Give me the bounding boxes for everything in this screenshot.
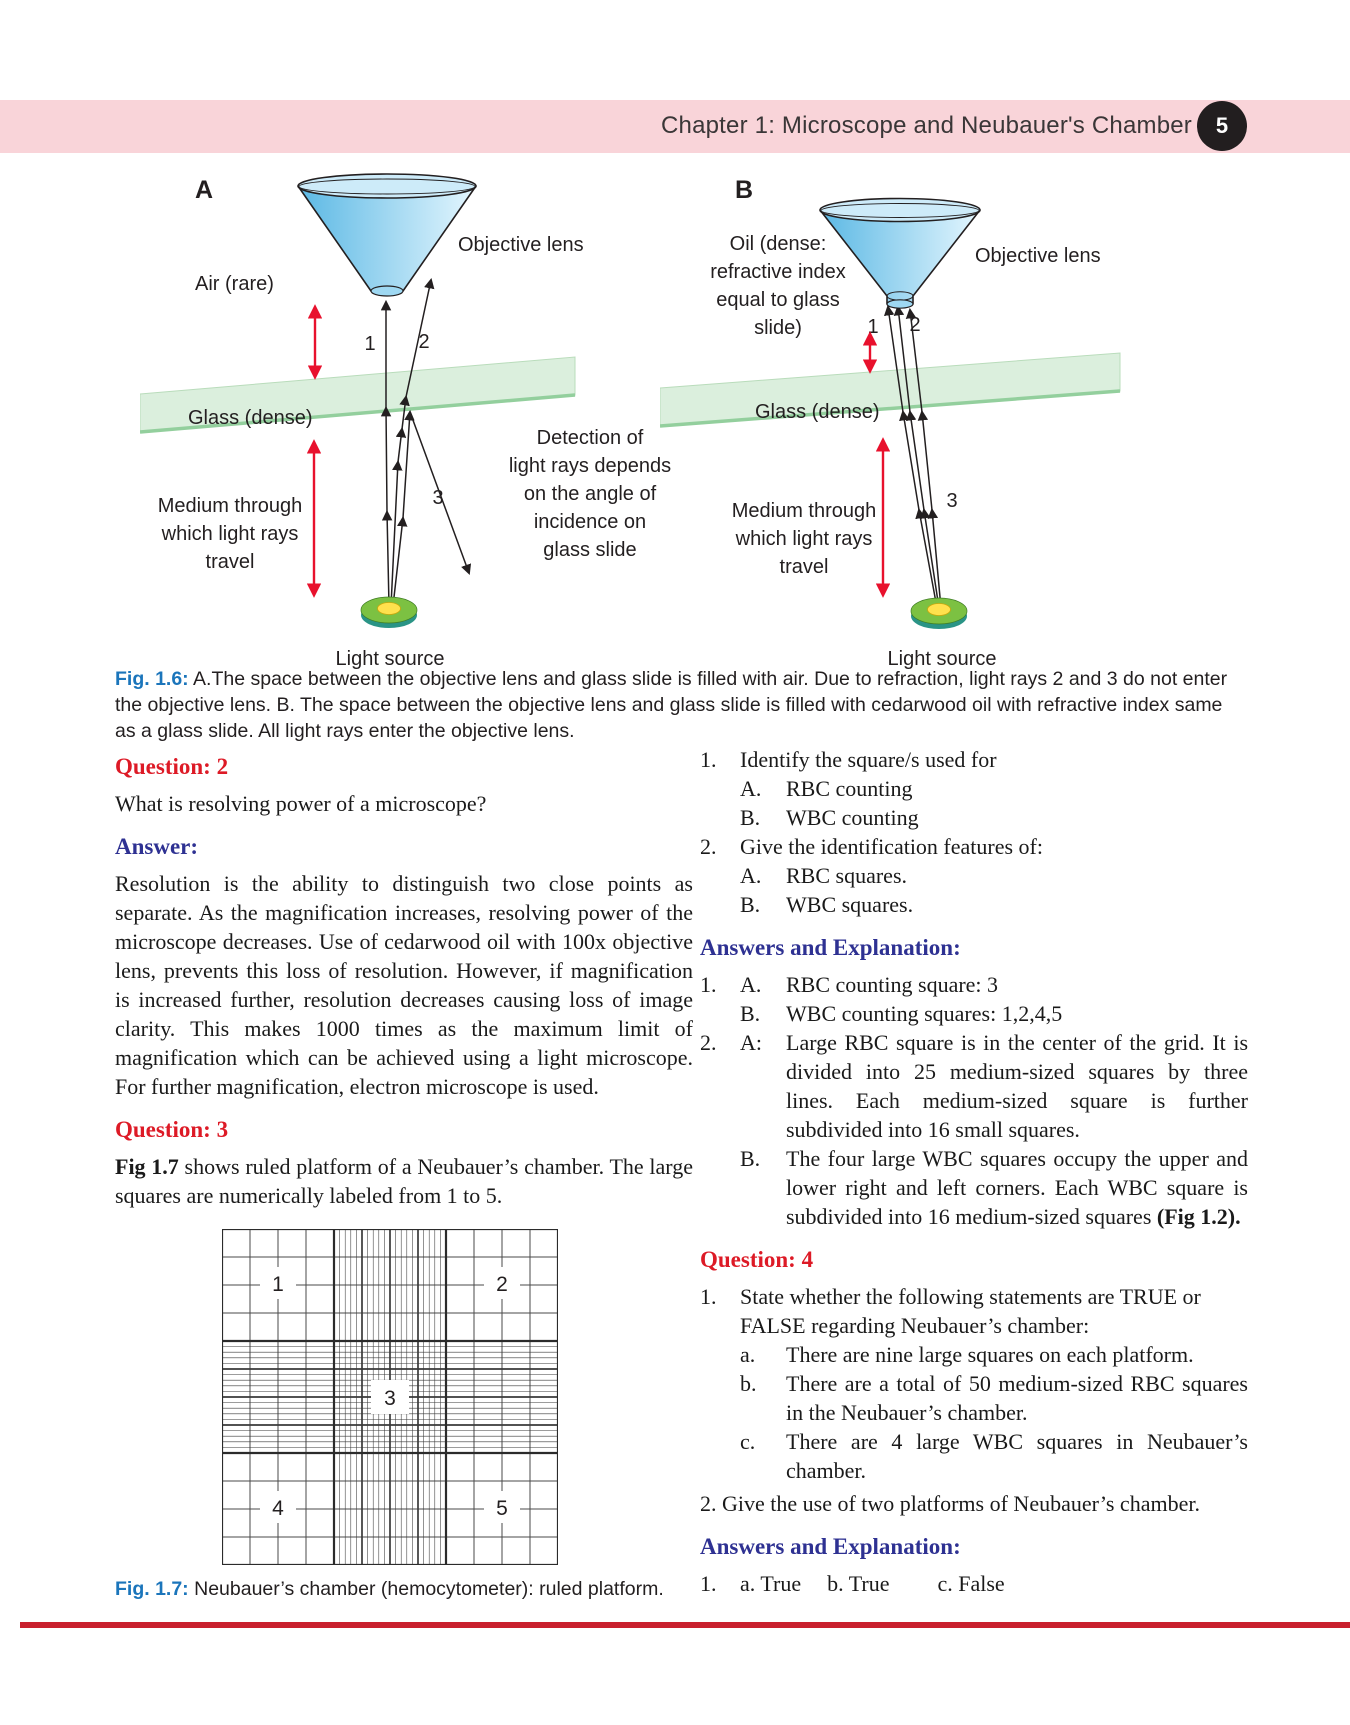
- svg-text:travel: travel: [779, 556, 829, 578]
- panel-b-label: B: [735, 176, 754, 204]
- medium-note-b: [732, 500, 877, 578]
- list-marker: B.: [740, 1146, 761, 1171]
- light-source-label-a: Light source: [335, 648, 445, 670]
- list-item: [700, 774, 1248, 803]
- answer-text: Resolution is the ability to distinguish two close points as separate. As the magnification increases, resolving power of the microscope decreases. Use of cedarwood oil with 100x objective lens, prevents this loss of resolution. However, if magnification is increased further, resolution decreases causing loss of image clarity. This makes 1000 times as the maximum limit of magnification which can be achieved using a light microscope. For further magnification, electron microscope is used.: [115, 871, 693, 1099]
- list-marker: A.: [740, 863, 762, 888]
- question-2-heading: Question: 2: [115, 754, 229, 779]
- answer-heading: Answer:: [115, 834, 199, 859]
- svg-text:equal to glass: equal to glass: [716, 289, 840, 311]
- answer-item: [700, 1028, 1248, 1144]
- grid-label-4: 4: [272, 1497, 284, 1520]
- question-4-heading: Question: 4: [700, 1247, 814, 1272]
- list-item: [700, 890, 1248, 919]
- list-text: State whether the following statements are TRUE or FALSE regarding Neubauer’s chamber:: [740, 1284, 1201, 1338]
- medium-note-a: [158, 495, 303, 573]
- figure-1-7-caption-text: Neubauer’s chamber (hemocytometer): ruled platform.: [188, 1578, 664, 1600]
- list-text: WBC squares.: [786, 892, 914, 917]
- ray-2-label-a: 2: [418, 331, 430, 353]
- list-marker: 1.: [700, 972, 717, 997]
- svg-text:incidence on: incidence on: [533, 511, 647, 533]
- light-rays-a: [386, 280, 469, 606]
- svg-text:Medium through: Medium through: [731, 500, 877, 522]
- answer-item: [700, 970, 1248, 999]
- list-text: WBC counting: [786, 805, 919, 830]
- ray-3-label-b: 3: [946, 490, 958, 512]
- list-item: [700, 1340, 1248, 1369]
- figure-1-7-caption-label: Fig. 1.7:: [115, 1578, 189, 1600]
- left-column: [115, 752, 693, 1216]
- chapter-title: Chapter 1: Microscope and Neubauer's Chamber: [661, 112, 1192, 139]
- panel-a-label: A: [195, 176, 214, 204]
- list-marker: B.: [740, 805, 761, 830]
- list-marker: b.: [740, 1371, 757, 1396]
- right-column: [700, 745, 1248, 1598]
- figure-1-6-caption-label: Fig. 1.6:: [115, 668, 189, 690]
- answer-b: b. True: [827, 1571, 890, 1596]
- figure-1-6-caption: [115, 666, 1243, 744]
- light-source-icon-a: [361, 597, 417, 628]
- list-text: Give the identification features of:: [740, 834, 1043, 859]
- oil-note-b: [710, 233, 846, 339]
- svg-text:Detection of: Detection of: [536, 427, 644, 449]
- list-marker: 2.: [700, 1030, 717, 1055]
- svg-text:Medium through: Medium through: [157, 495, 303, 517]
- figure-1-6-panel-a: [140, 150, 700, 670]
- list-marker: 1.: [700, 1284, 717, 1309]
- ray-1-label-b: 1: [867, 316, 879, 338]
- figure-1-6-panel-b: [660, 150, 1240, 670]
- svg-text:which light rays: which light rays: [161, 523, 299, 545]
- answer-text: RBC counting square: 3: [786, 972, 999, 997]
- list-text: Identify the square/s used for: [740, 747, 997, 772]
- answer-c: c. False: [937, 1571, 1005, 1596]
- detection-note-a: [509, 427, 671, 561]
- list-item: [700, 803, 1248, 832]
- question-2-text: What is resolving power of a microscope?: [115, 791, 487, 816]
- ray-1-label-a: 1: [364, 333, 376, 355]
- light-source-icon-b: [911, 598, 967, 629]
- glass-slide-b: [660, 353, 1120, 426]
- svg-text:Oil (dense:: Oil (dense:: [729, 233, 827, 255]
- light-source-label-b: Light source: [887, 648, 997, 670]
- answer-a: a. True: [740, 1571, 802, 1596]
- ray-2-label-b: 2: [909, 314, 921, 336]
- answer-text: WBC counting squares: 1,2,4,5: [786, 1001, 1063, 1026]
- svg-text:on the angle of: on the angle of: [523, 483, 657, 505]
- answers-heading-1: Answers and Explanation:: [700, 935, 961, 960]
- air-label-a: Air (rare): [195, 273, 274, 295]
- list-marker: c.: [740, 1429, 756, 1454]
- list-text: RBC squares.: [786, 863, 907, 888]
- list-item: [700, 832, 1248, 861]
- svg-text:refractive index: refractive index: [710, 261, 846, 283]
- grid-label-1: 1: [272, 1273, 284, 1296]
- list-item: [700, 1282, 1248, 1340]
- footer-rule: [20, 1622, 1350, 1628]
- question-3-text: Fig 1.7 shows ruled platform of a Neubauer’s chamber. The large squares are numerically labeled from 1 to 5.: [115, 1154, 693, 1208]
- answers-heading-2: Answers and Explanation:: [700, 1534, 961, 1559]
- question-3-heading: Question: 3: [115, 1117, 229, 1142]
- grid-label-2: 2: [496, 1273, 508, 1296]
- svg-text:light rays depends: light rays depends: [508, 455, 672, 477]
- objective-lens-cone-b: [820, 199, 980, 309]
- answer-text: Large RBC square is in the center of the grid. It is divided into 25 medium-sized squares by three lines. Each medium-sized square is further subdivided into 16 small squares.: [786, 1030, 1248, 1142]
- list-marker: A.: [740, 776, 762, 801]
- list-item: [700, 745, 1248, 774]
- list-marker: a.: [740, 1342, 756, 1367]
- svg-text:travel: travel: [205, 551, 255, 573]
- list-marker: A:: [740, 1030, 762, 1055]
- list-item: [700, 1427, 1248, 1485]
- list-marker: B.: [740, 892, 761, 917]
- light-rays-b: [888, 307, 941, 608]
- grid-label-3: 3: [384, 1387, 396, 1410]
- final-answers: [700, 1569, 1248, 1598]
- list-marker: 1.: [700, 1571, 717, 1596]
- answer-item: [700, 999, 1248, 1028]
- grid-label-5: 5: [496, 1497, 508, 1520]
- objective-lens-label-a: Objective lens: [458, 234, 584, 256]
- answer-item: [700, 1144, 1248, 1231]
- glass-label-a: Glass (dense): [188, 407, 313, 429]
- list-text: RBC counting: [786, 776, 913, 801]
- svg-text:slide): slide): [754, 317, 802, 339]
- neubauer-grid-figure: [222, 1229, 558, 1565]
- glass-label-b: Glass (dense): [755, 401, 880, 423]
- list-marker: 2.: [700, 834, 717, 859]
- list-text: There are nine large squares on each platform.: [786, 1342, 1194, 1367]
- svg-text:glass slide: glass slide: [543, 539, 637, 561]
- list-item: [700, 1369, 1248, 1427]
- list-marker: A.: [740, 972, 762, 997]
- list-marker: 1.: [700, 747, 717, 772]
- list-item: [700, 861, 1248, 890]
- svg-text:which light rays: which light rays: [735, 528, 873, 550]
- list-marker: B.: [740, 1001, 761, 1026]
- question-4-item-2: 2. Give the use of two platforms of Neubauer’s chamber.: [700, 1491, 1200, 1516]
- list-text: There are a total of 50 medium-sized RBC squares in the Neubauer’s chamber.: [786, 1371, 1248, 1425]
- answer-text: The four large WBC squares occupy the upper and lower right and left corners. Each WBC square is subdivided into 16 medium-sized squares (Fig 1.2).: [786, 1146, 1248, 1229]
- list-text: There are 4 large WBC squares in Neubauer’s chamber.: [786, 1429, 1248, 1483]
- page-number-badge: 5: [1197, 101, 1247, 151]
- ray-3-label-a: 3: [432, 487, 444, 509]
- objective-lens-label-b: Objective lens: [975, 245, 1101, 267]
- figure-1-6-caption-text: A.The space between the objective lens and glass slide is filled with air. Due to refraction, light rays 2 and 3 do not enter the objective lens. B. The space between the objective lens and glass slide is filled with cedarwood oil with refractive index same as a glass slide. All light rays enter the objective lens.: [115, 668, 1228, 742]
- objective-lens-cone-a: [298, 174, 476, 296]
